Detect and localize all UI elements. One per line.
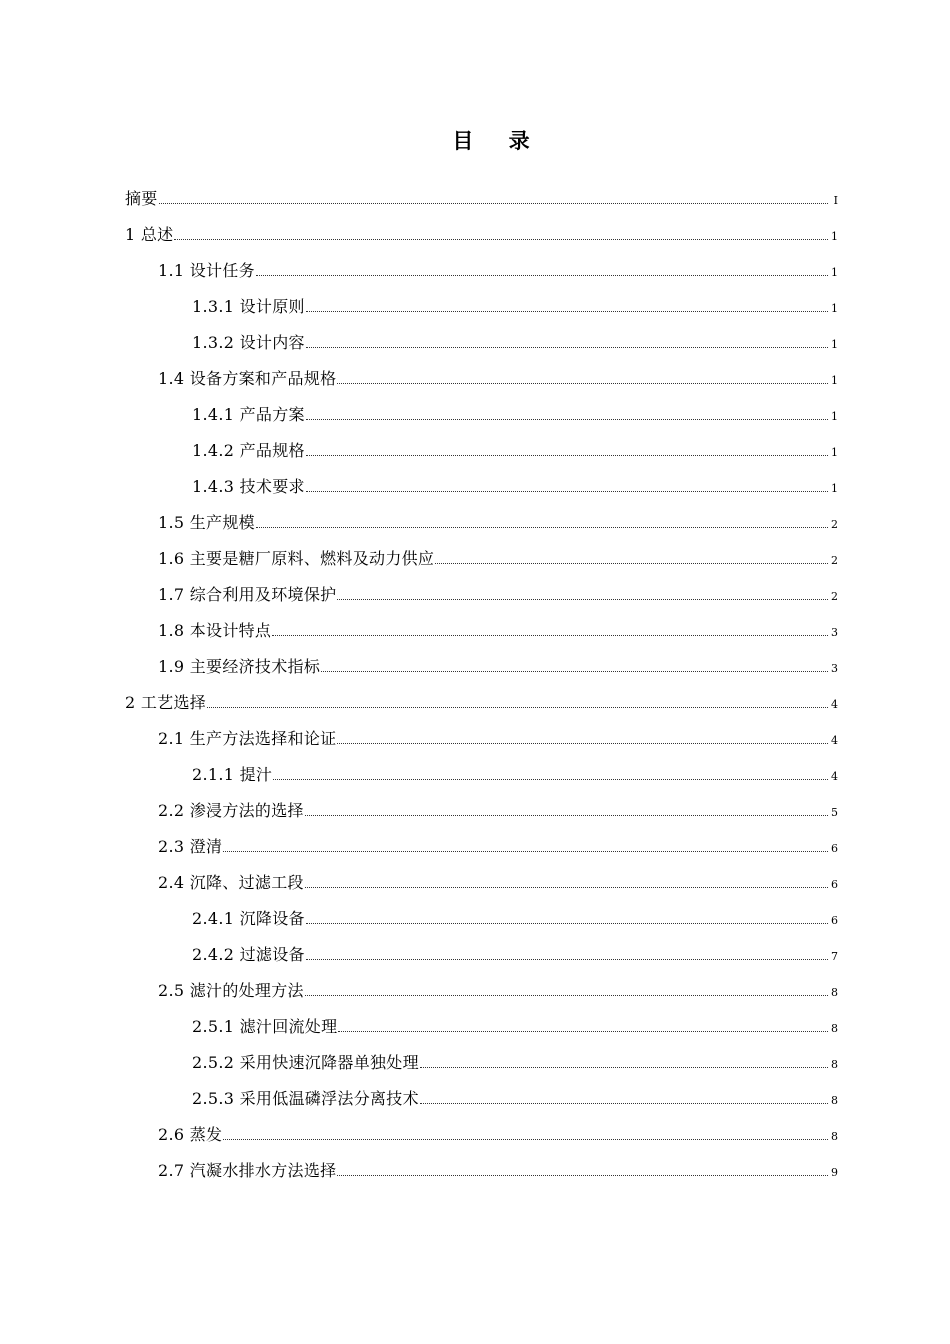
toc-entry-page-number: 3 [831, 662, 838, 675]
toc-entry-label: 1.4.3 技术要求 [192, 477, 305, 496]
toc-entry-label: 1.3.2 设计内容 [192, 333, 305, 352]
toc-entry[interactable] [125, 750, 838, 786]
toc-dot-leader [435, 562, 828, 564]
toc-entry-label: 1.8 本设计特点 [158, 621, 272, 640]
toc-entry-page-number: 3 [831, 626, 838, 639]
toc-dot-leader [273, 778, 828, 780]
toc-entry[interactable] [125, 606, 838, 642]
toc-entry-label: 1 总述 [125, 225, 174, 244]
toc-entry[interactable] [125, 390, 838, 426]
toc-entry-page-number: 1 [831, 302, 838, 315]
toc-entry-page-number: 1 [831, 410, 838, 423]
toc-dot-leader [306, 346, 828, 348]
toc-entry-label: 1.9 主要经济技术指标 [158, 657, 321, 676]
toc-entry-page-number: 1 [831, 374, 838, 387]
toc-entry-label: 2.3 澄清 [158, 837, 223, 856]
toc-entry-page-number: 1 [831, 338, 838, 351]
toc-entry-label: 2.5 滤汁的处理方法 [158, 981, 304, 1000]
toc-dot-leader [321, 670, 828, 672]
toc-entry-page-number: 6 [831, 842, 838, 855]
toc-entry-label: 2.5.1 滤汁回流处理 [192, 1017, 338, 1036]
toc-entry-page-number: I [833, 194, 838, 207]
toc-dot-leader [159, 202, 828, 204]
toc-entry-page-number: 4 [831, 698, 838, 711]
toc-dot-leader [306, 310, 828, 312]
toc-entry[interactable] [125, 678, 838, 714]
toc-entry[interactable] [125, 570, 838, 606]
toc-entry-page-number: 4 [831, 734, 838, 747]
toc-dot-leader [420, 1066, 828, 1068]
toc-dot-leader [256, 526, 828, 528]
toc-entry-label: 2.5.2 采用快速沉降器单独处理 [192, 1053, 419, 1072]
toc-dot-leader [272, 634, 828, 636]
toc-entry[interactable] [125, 426, 838, 462]
toc-entry-page-number: 8 [831, 1130, 838, 1143]
toc-entry[interactable] [125, 498, 838, 534]
toc-dot-leader [305, 814, 828, 816]
toc-entry-label: 2.4 沉降、过滤工段 [158, 873, 304, 892]
toc-entry[interactable] [125, 462, 838, 498]
toc-entry-label: 2.5.3 采用低温磷浮法分离技术 [192, 1089, 419, 1108]
toc-list [125, 174, 838, 1182]
toc-entry[interactable] [125, 1110, 838, 1146]
toc-entry[interactable] [125, 930, 838, 966]
toc-dot-leader [337, 598, 828, 600]
toc-entry-page-number: 5 [831, 806, 838, 819]
toc-title: 目 录 [452, 129, 544, 153]
toc-dot-leader [223, 1138, 828, 1140]
toc-dot-leader [207, 706, 828, 708]
toc-entry-page-number: 2 [831, 554, 838, 567]
toc-entry[interactable] [125, 858, 838, 894]
toc-entry-page-number: 1 [831, 482, 838, 495]
toc-entry-label: 2.2 渗浸方法的选择 [158, 801, 304, 820]
toc-entry-page-number: 8 [831, 1058, 838, 1071]
toc-entry-label: 1.4 设备方案和产品规格 [158, 369, 337, 388]
toc-entry[interactable] [125, 534, 838, 570]
toc-entry[interactable] [125, 642, 838, 678]
toc-dot-leader [338, 1030, 828, 1032]
toc-entry-label: 2.1.1 提汁 [192, 765, 273, 784]
toc-dot-leader [256, 274, 828, 276]
toc-entry-label: 2 工艺选择 [125, 693, 207, 712]
toc-dot-leader [337, 382, 828, 384]
toc-entry-label: 1.5 生产规模 [158, 513, 255, 532]
toc-entry-page-number: 6 [831, 878, 838, 891]
toc-entry[interactable] [125, 1146, 838, 1182]
toc-entry-page-number: 7 [831, 950, 838, 963]
toc-entry-page-number: 1 [831, 230, 838, 243]
toc-entry[interactable] [125, 282, 838, 318]
toc-entry-label: 1.7 综合利用及环境保护 [158, 585, 337, 604]
toc-entry-page-number: 1 [831, 446, 838, 459]
toc-entry[interactable] [125, 894, 838, 930]
toc-entry-label: 1.4.2 产品规格 [192, 441, 305, 460]
toc-entry-page-number: 8 [831, 1094, 838, 1107]
toc-entry-page-number: 8 [831, 986, 838, 999]
toc-entry-label: 1.4.1 产品方案 [192, 405, 305, 424]
toc-entry[interactable] [125, 246, 838, 282]
toc-entry[interactable] [125, 354, 838, 390]
toc-dot-leader [305, 994, 828, 996]
toc-entry[interactable] [125, 1002, 838, 1038]
toc-entry-label: 2.6 蒸发 [158, 1125, 223, 1144]
toc-entry-label: 2.4.1 沉降设备 [192, 909, 305, 928]
toc-dot-leader [306, 490, 828, 492]
toc-entry-label: 2.7 汽凝水排水方法选择 [158, 1161, 337, 1180]
toc-entry-label: 2.1 生产方法选择和论证 [158, 729, 337, 748]
toc-entry-label: 摘要 [125, 189, 158, 208]
toc-dot-leader [420, 1102, 828, 1104]
toc-entry-page-number: 1 [831, 266, 838, 279]
toc-entry[interactable] [125, 966, 838, 1002]
toc-entry-label: 1.1 设计任务 [158, 261, 255, 280]
toc-entry[interactable] [125, 1074, 838, 1110]
toc-entry-page-number: 2 [831, 590, 838, 603]
toc-entry[interactable] [125, 822, 838, 858]
toc-entry-page-number: 9 [831, 1166, 838, 1179]
toc-dot-leader [306, 958, 828, 960]
toc-entry-page-number: 4 [831, 770, 838, 783]
toc-dot-leader [306, 454, 828, 456]
toc-entry[interactable] [125, 786, 838, 822]
toc-dot-leader [337, 1174, 828, 1176]
toc-entry-page-number: 6 [831, 914, 838, 927]
toc-entry[interactable] [125, 714, 838, 750]
toc-entry-label: 2.4.2 过滤设备 [192, 945, 305, 964]
toc-dot-leader [337, 742, 828, 744]
toc-dot-leader [223, 850, 828, 852]
toc-entry-label: 1.3.1 设计原则 [192, 297, 305, 316]
toc-entry[interactable] [125, 1038, 838, 1074]
toc-dot-leader [306, 418, 828, 420]
toc-entry[interactable] [125, 210, 838, 246]
toc-dot-leader [306, 922, 828, 924]
toc-entry[interactable] [125, 174, 838, 210]
toc-dot-leader [305, 886, 828, 888]
toc-entry-page-number: 2 [831, 518, 838, 531]
toc-entry-page-number: 8 [831, 1022, 838, 1035]
toc-dot-leader [174, 238, 828, 240]
toc-entry-label: 1.6 主要是糖厂原料、燃料及动力供应 [158, 549, 435, 568]
toc-entry[interactable] [125, 318, 838, 354]
